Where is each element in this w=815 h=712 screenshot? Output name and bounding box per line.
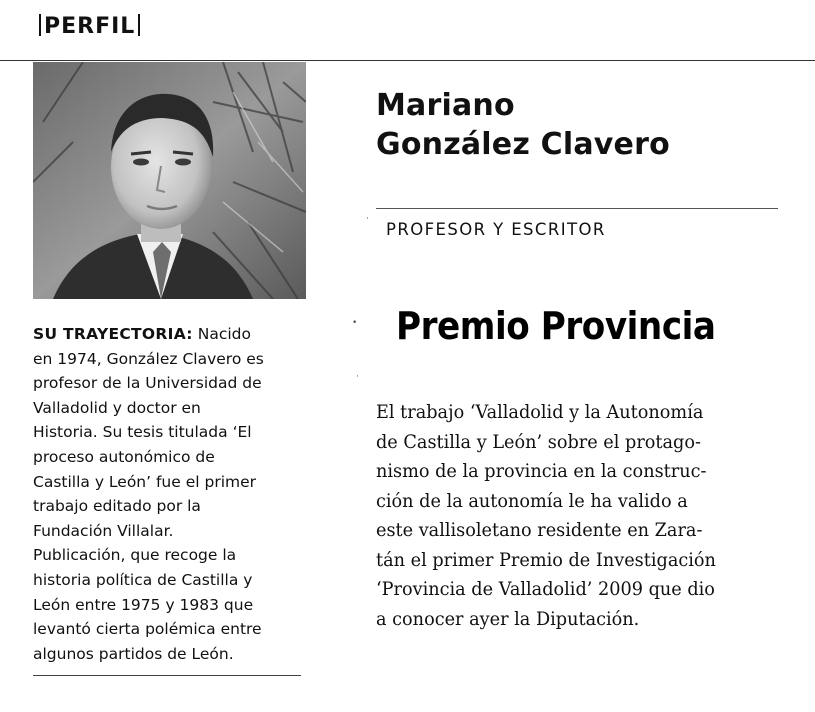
career-line: profesor de la Universidad de <box>33 374 262 393</box>
section-tag-bar-right <box>138 14 140 36</box>
career-line: levantó cierta polémica entre <box>33 620 262 639</box>
scan-speck: · <box>366 214 369 224</box>
profile-first-name: Mariano <box>376 88 515 123</box>
sidebar-divider <box>33 675 301 676</box>
name-divider <box>376 208 778 209</box>
article-headline: Premio Provincia <box>396 304 716 348</box>
article-body-line: de Castilla y León’ sobre el protago- <box>376 430 701 453</box>
article-body-line: ‘Provincia de Valladolid’ 2009 que dio <box>376 578 715 600</box>
article-body-line: este vallisoletano residente en Zara- <box>376 519 703 541</box>
article-body-line: a conocer ayer la Diputación. <box>376 607 640 630</box>
career-label: SU TRAYECTORIA: <box>33 325 193 343</box>
career-line: en 1974, González Clavero es <box>33 349 264 368</box>
career-line: Valladolid y doctor en <box>33 398 201 417</box>
career-line: trabajo editado por la <box>33 497 201 516</box>
career-line: Fundación Villalar. <box>33 521 174 540</box>
article-body-line: El trabajo ‘Valladolid y la Autonomía <box>376 401 704 423</box>
career-sidebar <box>33 322 303 666</box>
section-tag-bar-left <box>39 14 41 36</box>
profile-name <box>376 86 670 164</box>
scan-speck: • <box>352 318 358 328</box>
profile-surnames: González Clavero <box>376 127 670 162</box>
article-body-line: nismo de la provincia en la construc- <box>376 460 707 482</box>
article-body-line: tán el primer Premio de Investigación <box>376 548 716 571</box>
career-line: Historia. Su tesis titulada ‘El <box>33 423 252 442</box>
scan-speck: · <box>356 372 359 382</box>
career-line: proceso autonómico de <box>33 447 215 466</box>
profile-role: PROFESOR Y ESCRITOR <box>386 220 606 239</box>
career-line: Castilla y León’ fue el primer <box>33 472 257 491</box>
career-line: algunos partidos de León. <box>33 644 234 663</box>
section-tag-label: PERFIL <box>44 14 136 39</box>
article-body <box>376 398 786 634</box>
profile-photo-illustration <box>33 62 306 299</box>
career-line: León entre 1975 y 1983 que <box>33 595 254 614</box>
career-line: Nacido <box>192 325 251 343</box>
career-line: historia política de Castilla y <box>33 570 253 589</box>
section-tag <box>36 14 143 39</box>
career-line: Publicación, que recoge la <box>33 546 237 565</box>
top-divider <box>0 60 815 61</box>
profile-photo <box>33 62 306 299</box>
article-body-line: ción de la autonomía le ha valido a <box>376 489 688 512</box>
